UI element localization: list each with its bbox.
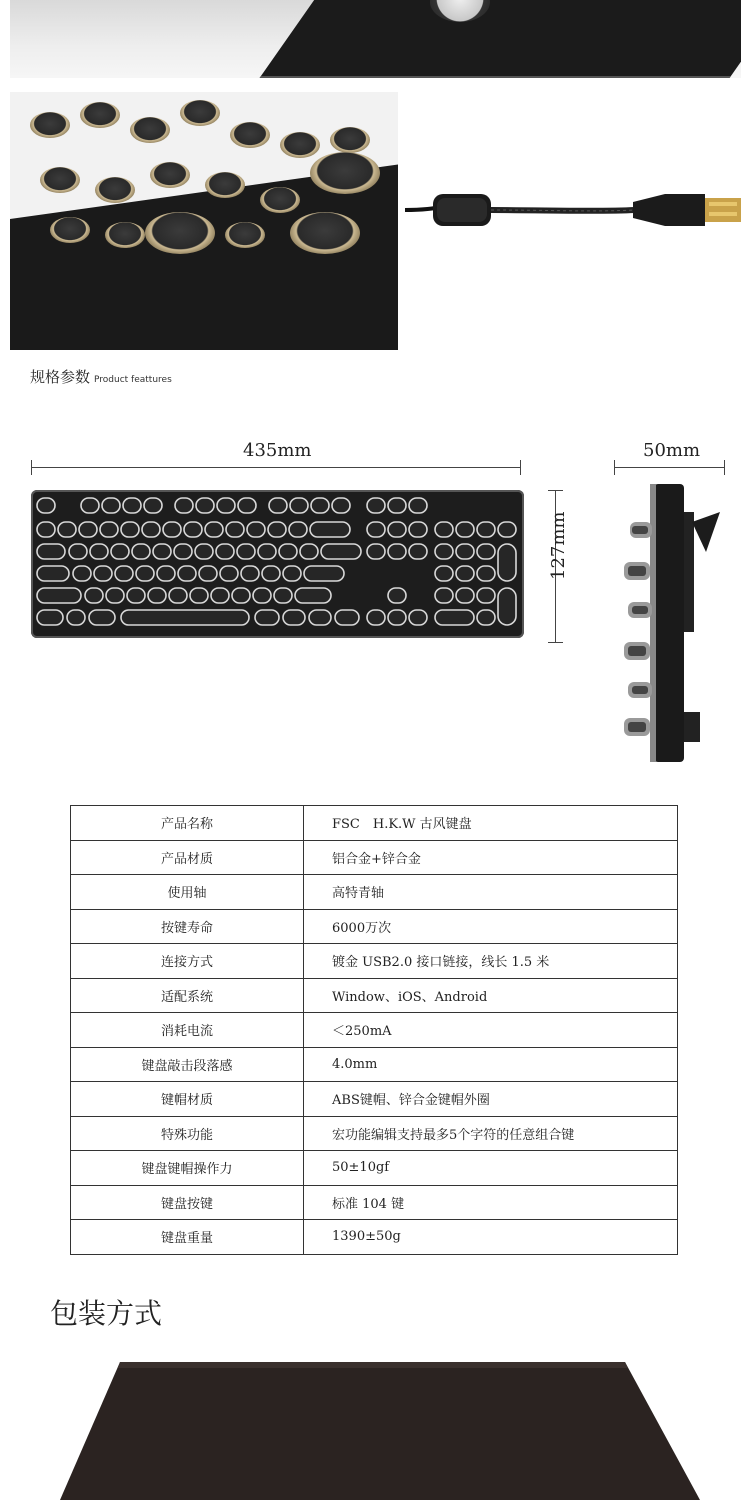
keycap-image xyxy=(330,127,370,153)
spec-row xyxy=(71,1151,678,1186)
keycap-image xyxy=(290,212,360,254)
keycap-shape xyxy=(58,522,76,537)
keycap-shape xyxy=(332,498,350,513)
keycap-shape xyxy=(238,498,256,513)
spec-label: 键盘按键 xyxy=(71,1185,304,1220)
depth-dimension-tick xyxy=(724,460,725,475)
keycap-shape xyxy=(174,544,192,559)
spec-label: 按键寿命 xyxy=(71,909,304,944)
keyboard-side-view xyxy=(614,482,724,764)
usb-cable-photo xyxy=(405,92,741,350)
spec-row xyxy=(71,1082,678,1117)
spec-section-title xyxy=(30,366,172,387)
keycap-shape xyxy=(262,566,280,581)
keycap-shape xyxy=(211,588,229,603)
keycap-shape xyxy=(279,544,297,559)
keycap-image xyxy=(225,222,265,248)
keycap-shape xyxy=(111,544,129,559)
keycap-shape xyxy=(220,566,238,581)
spec-value: ＜250mA xyxy=(304,1013,678,1048)
keycap-shape xyxy=(79,522,97,537)
keycap-image xyxy=(50,217,90,243)
spec-title-cn: 规格参数 xyxy=(30,368,91,386)
keycap-shape xyxy=(498,522,516,537)
keycap-shape xyxy=(237,544,255,559)
spec-row xyxy=(71,875,678,910)
keycap-shape xyxy=(274,588,292,603)
keycap-shape xyxy=(232,588,250,603)
keycap-image xyxy=(180,100,220,126)
height-dimension-tick xyxy=(548,490,563,491)
keycap-shape xyxy=(142,522,160,537)
height-dimension-tick xyxy=(548,642,563,643)
spec-row xyxy=(71,978,678,1013)
top-product-photo xyxy=(10,0,741,78)
keycap-shape xyxy=(163,522,181,537)
spec-value: FSC H.K.W 古风键盘 xyxy=(304,806,678,841)
spec-label: 消耗电流 xyxy=(71,1013,304,1048)
keycap-shape xyxy=(367,610,385,625)
keycap-shape xyxy=(127,588,145,603)
keycap-image xyxy=(205,172,245,198)
keycap-shape xyxy=(388,544,406,559)
spec-label: 产品材质 xyxy=(71,840,304,875)
spec-row xyxy=(71,1047,678,1082)
keycap-shape xyxy=(73,566,91,581)
keycap-shape xyxy=(196,498,214,513)
keycap-shape xyxy=(94,566,112,581)
spec-value: 6000万次 xyxy=(304,909,678,944)
keycap-shape xyxy=(205,522,223,537)
keycap-shape xyxy=(367,498,385,513)
width-dimension-tick xyxy=(520,460,521,475)
keycap-shape xyxy=(123,498,141,513)
keyboard-front-view xyxy=(31,490,524,638)
spec-row xyxy=(71,1220,678,1255)
keycap-shape xyxy=(81,498,99,513)
keycap-shape xyxy=(477,522,495,537)
spec-value: 1390±50g xyxy=(304,1220,678,1255)
keycap-shape xyxy=(37,544,65,559)
keycap-image xyxy=(280,132,320,158)
keycap-shape xyxy=(258,544,276,559)
keycap-shape xyxy=(435,522,453,537)
keycap-shape xyxy=(85,588,103,603)
spec-value: 高特青轴 xyxy=(304,875,678,910)
keycap-shape xyxy=(175,498,193,513)
keycap-shape xyxy=(456,522,474,537)
keycap-image xyxy=(310,152,380,194)
spec-value: ABS键帽、锌合金键帽外圈 xyxy=(304,1082,678,1117)
width-dimension-label: 435mm xyxy=(243,440,312,461)
keycap-shape xyxy=(132,544,150,559)
width-dimension-tick xyxy=(31,460,32,475)
spec-label: 键盘重量 xyxy=(71,1220,304,1255)
keycap-shape xyxy=(90,544,108,559)
keycap-shape xyxy=(217,498,235,513)
keycap-shape xyxy=(37,498,55,513)
keycap-image xyxy=(95,177,135,203)
keycap-shape xyxy=(241,566,259,581)
keycap-shape xyxy=(144,498,162,513)
width-dimension-line xyxy=(31,467,520,468)
keycap-shape xyxy=(184,522,202,537)
keycap-shape xyxy=(67,610,85,625)
keycap-shape xyxy=(295,588,331,603)
keycap-shape xyxy=(335,610,359,625)
keycap-shape xyxy=(178,566,196,581)
keycap-shape xyxy=(253,588,271,603)
keycap-shape xyxy=(311,498,329,513)
keycap-shape xyxy=(115,566,133,581)
keycap-shape xyxy=(190,588,208,603)
keycap-shape xyxy=(456,588,474,603)
keycap-shape xyxy=(367,522,385,537)
keycap-shape xyxy=(157,566,175,581)
keycap-shape xyxy=(289,522,307,537)
keycap-shape xyxy=(199,566,217,581)
package-section-title: 包装方式 xyxy=(50,1297,163,1330)
keycap-shape xyxy=(477,588,495,603)
keycap-shape xyxy=(100,522,118,537)
spec-table xyxy=(70,805,678,1255)
keycap-image xyxy=(260,187,300,213)
keycap-shape xyxy=(37,588,81,603)
spec-value: Window、iOS、Android xyxy=(304,978,678,1013)
keycap-shape xyxy=(37,566,69,581)
spec-value: 铝合金+锌合金 xyxy=(304,840,678,875)
keycap-shape xyxy=(388,498,406,513)
spec-row xyxy=(71,944,678,979)
keycap-shape xyxy=(247,522,265,537)
keycap-shape xyxy=(226,522,244,537)
spec-value: 标准 104 键 xyxy=(304,1185,678,1220)
keycap-shape xyxy=(37,610,63,625)
spec-value: 镀金 USB2.0 接口链接，线长 1.5 米 xyxy=(304,944,678,979)
keycap-shape xyxy=(121,610,249,625)
spec-label: 产品名称 xyxy=(71,806,304,841)
spec-title-en: Product feattures xyxy=(94,375,172,385)
keycap-shape xyxy=(435,610,474,625)
keyboard-edge-image xyxy=(259,0,741,78)
keycap-shape xyxy=(304,566,344,581)
keycap-shape xyxy=(255,610,279,625)
keycap-shape xyxy=(148,588,166,603)
spec-row xyxy=(71,1185,678,1220)
spec-label: 键盘敲击段落感 xyxy=(71,1047,304,1082)
keycap-shape xyxy=(477,610,495,625)
spec-label: 键盘键帽操作力 xyxy=(71,1151,304,1186)
keycap-shape xyxy=(498,588,516,625)
keycap-shape xyxy=(102,498,120,513)
keycap-shape xyxy=(300,544,318,559)
keycap-shape xyxy=(268,522,286,537)
keycap-shape xyxy=(409,610,427,625)
keycap-shape xyxy=(269,498,287,513)
depth-dimension-label: 50mm xyxy=(643,440,701,461)
keycap-shape xyxy=(435,544,453,559)
keycap-shape xyxy=(283,566,301,581)
spec-value: 50±10gf xyxy=(304,1151,678,1186)
keycap-image xyxy=(150,162,190,188)
keycap-image xyxy=(105,222,145,248)
keycap-shape xyxy=(435,566,453,581)
spec-label: 键帽材质 xyxy=(71,1082,304,1117)
keycap-shape xyxy=(69,544,87,559)
spec-label: 特殊功能 xyxy=(71,1116,304,1151)
spec-label: 连接方式 xyxy=(71,944,304,979)
keycap-shape xyxy=(409,522,427,537)
keycap-shape xyxy=(477,544,495,559)
keycap-shape xyxy=(310,522,350,537)
keycap-shape xyxy=(106,588,124,603)
spec-row xyxy=(71,909,678,944)
keycap-shape xyxy=(153,544,171,559)
spec-row xyxy=(71,1013,678,1048)
keycap-image xyxy=(130,117,170,143)
keycap-shape xyxy=(309,610,331,625)
keycap-shape xyxy=(121,522,139,537)
keycap-shape xyxy=(321,544,361,559)
spec-value: 宏功能编辑支持最多5个字符的任意组合键 xyxy=(304,1116,678,1151)
keycap-shape xyxy=(136,566,154,581)
keycap-shape xyxy=(409,544,427,559)
depth-dimension-line xyxy=(614,467,724,468)
spec-label: 使用轴 xyxy=(71,875,304,910)
keycap-shape xyxy=(388,588,406,603)
keycap-shape xyxy=(388,610,406,625)
spec-row xyxy=(71,806,678,841)
keycap-shape xyxy=(456,566,474,581)
keycap-shape xyxy=(456,544,474,559)
keycap-shape xyxy=(37,522,55,537)
keycap-shape xyxy=(89,610,115,625)
keycap-shape xyxy=(409,498,427,513)
keycap-shape xyxy=(435,588,453,603)
spec-label: 适配系统 xyxy=(71,978,304,1013)
packaging-box-photo xyxy=(60,1358,700,1500)
keycap-image xyxy=(80,102,120,128)
keycap-image xyxy=(30,112,70,138)
keycap-shape xyxy=(169,588,187,603)
keycap-image xyxy=(40,167,80,193)
height-dimension-label: 127mm xyxy=(548,511,569,580)
keycap-shape xyxy=(216,544,234,559)
spec-value: 4.0mm xyxy=(304,1047,678,1082)
keycap-shape xyxy=(195,544,213,559)
keycap-shape xyxy=(290,498,308,513)
keycap-image xyxy=(145,212,215,254)
keycap-shape xyxy=(498,544,516,581)
keycap-shape xyxy=(367,544,385,559)
depth-dimension-tick xyxy=(614,460,615,475)
spec-row xyxy=(71,1116,678,1151)
keyboard-closeup-photo xyxy=(10,92,398,350)
keycap-shape xyxy=(477,566,495,581)
keycap-shape xyxy=(283,610,305,625)
keycap-shape xyxy=(388,522,406,537)
spec-row xyxy=(71,840,678,875)
keycap-image xyxy=(230,122,270,148)
